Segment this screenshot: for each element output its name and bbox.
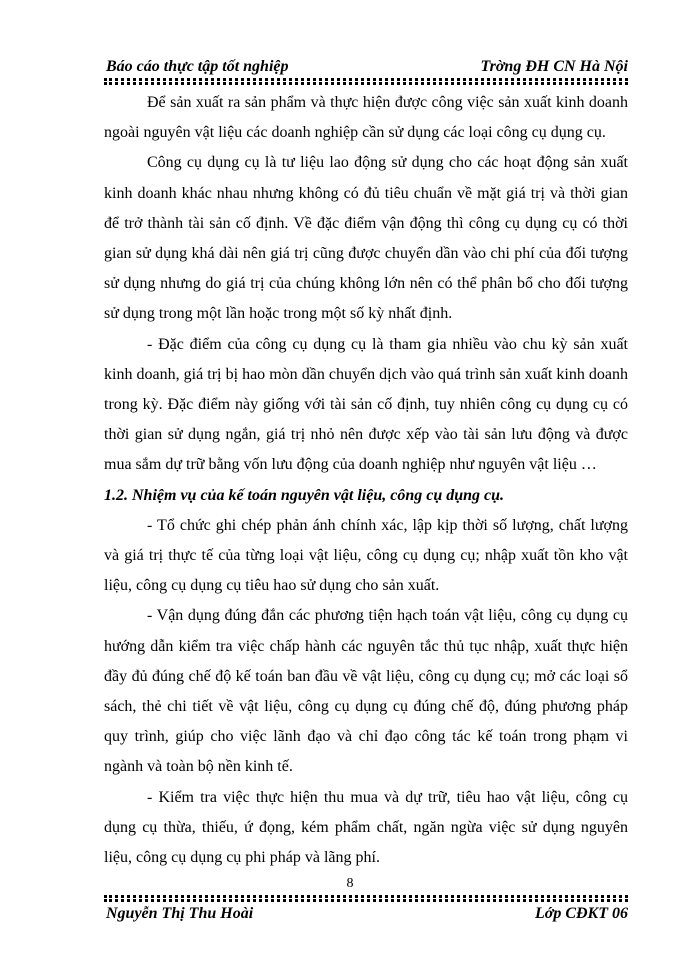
- paragraph-3: - Đặc điểm của công cụ dụng cụ là tham gia nhiều vào chu kỳ sản xuất kinh doanh, giá trị bị hao mòn dần chuyển dịch vào quá trình sản xuất kinh doanh trong kỳ. Đặc điểm này giống với tài sản cố định, tuy nhiên công cụ dụng cụ có thời gian sử dụng ngắn, giá trị nhỏ nên được xếp vào tài sản lưu động và được mua sắm dự trữ bằng vốn lưu động của doanh nghiệp như nguyên vật liệu …: [104, 335, 628, 474]
- footer-divider: [104, 895, 628, 898]
- paragraph-4: - Tổ chức ghi chép phản ánh chính xác, lập kịp thời số lượng, chất lượng và giá trị thực tế của từng loại vật liệu, công cụ dụng cụ; nhập xuất tồn kho vật liệu, công cụ dụng cụ tiêu hao sử dụng cho sản xuất.: [104, 516, 628, 595]
- section-heading: 1.2. Nhiệm vụ của kế toán nguyên vật liệu, công cụ dụng cụ.: [104, 486, 505, 504]
- page-number: 8: [346, 876, 354, 891]
- page-header: [104, 58, 628, 80]
- footer-class-name: Lớp CĐKT 06: [534, 905, 628, 922]
- header-divider-second: [104, 82, 628, 85]
- header-report-title: Báo cáo thực tập tốt nghiệp: [106, 58, 289, 75]
- page-body: [104, 88, 628, 873]
- paragraph-2: Công cụ dụng cụ là tư liệu lao động sử dụng cho các hoạt động sản xuất kinh doanh khác nhau nhưng không có đủ tiêu chuẩn về mặt giá trị và thời gian để trở thành tài sản cố định. Về đặc điểm vận động thì công cụ dụng cụ có thời gian sử dụng khá dài nên giá trị cũng được chuyển dần vào chi phí của đối tượng sử dụng nhưng do giá trị của chúng không lớn nên có thể phân bổ cho đối tượng sử dụng trong một lần hoặc trong một số kỳ nhất định.: [104, 154, 628, 323]
- footer-divider-second: [104, 899, 628, 902]
- header-divider: [104, 78, 628, 81]
- paragraph-6: - Kiểm tra việc thực hiện thu mua và dự trữ, tiêu hao vật liệu, công cụ dụng cụ thừa, thiếu, ứ đọng, kém phẩm chất, ngăn ngừa việc sử dụng nguyên liệu, công cụ dụng cụ phi pháp và lãng phí.: [104, 788, 628, 867]
- paragraph-5: - Vận dụng đúng đắn các phương tiện hạch toán vật liệu, công cụ dụng cụ hướng dẫn kiểm tra việc chấp hành các nguyên tắc thủ tục nhập, xuất thực hiện đầy đủ đúng chế độ kế toán ban đầu về vật liệu, công cụ dụng cụ; mở các loại sổ sách, thẻ chi tiết về vật liệu, công cụ dụng cụ đúng chế độ, đúng phương pháp quy trình, giúp cho việc lãnh đạo và chỉ đạo công tác kế toán trong phạm vi ngành và toàn bộ nền kinh tế.: [104, 607, 628, 776]
- page-footer: [104, 905, 628, 927]
- paragraph-1: Để sản xuất ra sản phẩm và thực hiện được công việc sản xuất kinh doanh ngoài nguyên vật liệu các doanh nghiệp cần sử dụng các loại công cụ dụng cụ.: [104, 94, 628, 142]
- header-school-name: Trờng ĐH CN Hà Nội: [480, 58, 628, 75]
- footer-author-name: Nguyễn Thị Thu Hoài: [106, 905, 254, 922]
